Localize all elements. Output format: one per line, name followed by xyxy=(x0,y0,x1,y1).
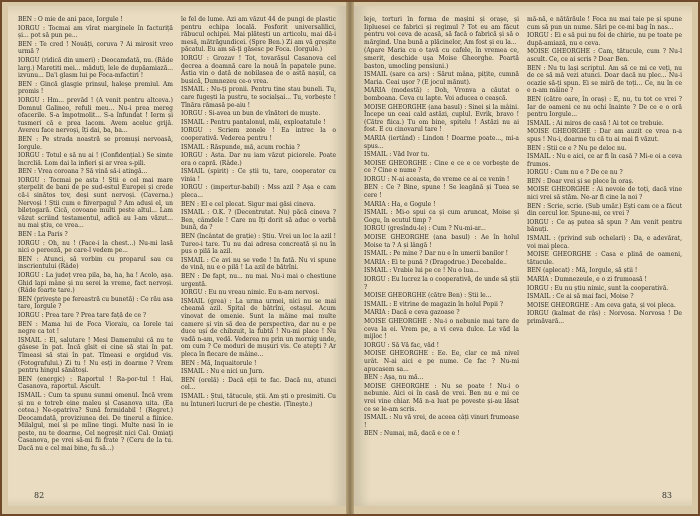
paragraph: IORGU (ridică din umeri) : Deocamdată, nu. (Râde larg.) Maretiti mei... măduți, lele de dupăamiază... izvunu... Da'i glasm lui pe Foca-mfactiri ! xyxy=(18,56,173,80)
paragraph: MOISE GHEORGHE : Casa e plină de oameni, tătucule. xyxy=(527,251,682,266)
paragraph: IORGU : Si-avea un bun de vînători de muște. xyxy=(181,110,321,118)
paragraph: BEN : De fapt, nu... nu mai. Nu-i mai o chestiune urgentă. xyxy=(181,273,336,288)
paragraph: BEN : Numai, mă, dacă e ce e ! xyxy=(364,430,460,438)
left-page-column-1 xyxy=(18,16,173,486)
paragraph: IORGU : (impertur-babil) : Mss azil ? Așa e cam pleca... xyxy=(181,184,336,200)
right-page-column-1 xyxy=(364,16,519,486)
paragraph: MARIA (modestă) : Doh, Vronva a căutat o bomboana. Ceva cu lapte. Voi aducea o ceașcă. xyxy=(364,87,519,102)
paragraph: MARIA : Ei te pună ? (Dragodrue.) Decebalde.. xyxy=(364,258,507,266)
paragraph: ISMAIL (grea) : La urma urmei, nici nu se mai cheamă azil. Spital de bătrîni, ostașul. Acum vinovat de omenie. Sunt la mâine mai multe camere și vin să dea de perspectiva, dar nu e pe duce uși de chibzuit, la fubtă ! Nu-mi place ! Nu vadă n-am, vedă. Vederea nu prin un mornig unde, om cum ? Ce moduri de mușuri vis. Ce atepți ? Ar pleca în fiecare de mâine... xyxy=(181,297,336,358)
paragraph: IORGU : Eu nu vreau nimic. Eu n-am nervoși. xyxy=(181,289,320,297)
paragraph: leje, torturi în forma de mașini și orașe, și Iipluesei ce fabrici și regimul ? Tot eu am făcut pentru voi ceva de acasă, să facă o fabrică și să o mărgind. Una bună a plăcinelor, Am fost și eu la... xyxy=(364,16,519,46)
paragraph: BEN : Mama lui de Foca Vioraiu, ca Iorele tai negre ca tot ! xyxy=(18,320,173,336)
paragraph: BEN : Mă, Inquaitorule ! xyxy=(181,359,257,367)
paragraph: ISMAIL : Pe mine ? Dar nu e în umerii banilor ! xyxy=(364,250,509,258)
paragraph: BEN (energic) : Raportul ! Ra-por-tul ! Hai, Casanova, raportul. Ascult. xyxy=(18,375,173,391)
paragraph: IORGU : Ei e să pui nu foi de chirie, nu pe toate pe după-amiază, nu e ceva. xyxy=(527,32,682,47)
paragraph: MOISE GHEORGHE (ana basul) : Ae în holul Moise ta ? A și lângă ! xyxy=(364,234,519,249)
paragraph: ISMAIL : Ștui, tătucule, știi. Am ști o presimiti. Cu nu întuneri lucruri de pe chestie. (Tinește.) xyxy=(181,392,336,408)
paragraph: MARIA : Dumnezeule, e o zi frumoasă ! xyxy=(527,276,647,283)
paragraph: ISMAIL : Nu e nici un Jurn. xyxy=(181,368,265,376)
left-page-column-2 xyxy=(181,16,336,486)
paragraph: MOISE GHEORGHE : Nu se poate ! Nu-i o nebunie. Aici oi în casă de vrei. Ben nu e mi ce vrei vine chiar. Mă n-a luat pe poveste și-au lăsat ce se le-am scris. xyxy=(364,382,519,413)
paragraph: ISMAIL : El, salutare ! Mesi Damenului că nu te găsese în pat. Încă gîsit ei cine să stai în pat. Tîmeasi să stai în pat. Tîmeasi e orgidud vis. (Fotografului.) Zi tu ! Nu esți in doarme ? Vrem pentru hingul sănătoși. xyxy=(18,336,173,375)
paragraph: IORGU : La județ vrea pila, ba, ha, ha ! Acolo, așa. Ghid lapi mâne și nu serei la vreme, fact nervoși. (Râde foarte tare.) xyxy=(18,272,173,295)
paragraph: ISMAIL (spirit) : Ce știi tu, tare, cooperator cu vinia ! xyxy=(181,168,336,183)
paragraph: BEN : Așa, nu mă... xyxy=(364,374,424,382)
paragraph: ISMAIL : Nu e aici, ce ar fi în casă ? Mi-e oi a ceva frumos. xyxy=(527,153,682,168)
paragraph: BEN (privește pe fereastră cu bunetă) : Ce rău asa tare, Iorgule ? xyxy=(18,295,173,311)
paragraph: ISMAIL (sare ca ars) : Sărut mâna, pițite, cumnă Maria. Ceai ușor ? (E jocul mănut). xyxy=(364,71,519,86)
paragraph: BEN (încântat de grație) : Știu. Vrei un loc la azil ! Tureo-i tare. Tu nu dai adresa concreată și nu în pus o pilă la azil. xyxy=(181,233,336,256)
paragraph: IORGU : Tocmai pe asta ! Știi e cel mai mare șterpelit de bani de pe sud-estul Europei și crede că-i sinătos tov, deși sunt nervoși. (Caverna.) Nervoși ! Știi cum e fiiverpagul ? Am adusi el, un bilețogară. Cică, covoane multi peste altul... Lam văzut scriind testamentul, adică au l-am văzut... nu mai știu, ce vrea... xyxy=(18,176,173,230)
paragraph: BEN : Nu tu lași scriptul. Am să ce mi ce veți, nu de ce să mă vezi atunci. Doar dacă nu plec... Nu-i ocazie să-ți spun. Ei se miră de toți... Ce, nu în ce e n-am mâine ? xyxy=(527,64,682,95)
paragraph: MOISE GHEORGHE : Nu-i o nebunie mai tare de ceva la ei. Vrem pe, a vi ceva dulce. Le văd la mijloc ! xyxy=(364,317,519,341)
paragraph: ISMAIL : Pentru pantalonul, măi, exploatatule ! xyxy=(181,118,326,126)
paragraph: ISMAIL : Răspunde, mă, acum rochia ? xyxy=(181,143,300,151)
paragraph: IORGU : Cum nu e ? De ce nu ? xyxy=(527,169,623,177)
right-page-number: 83 xyxy=(661,491,672,500)
paragraph: IORGU : Ce aș putea să spun ? Am venit pentru bănuți. xyxy=(527,218,682,234)
paragraph: ISMAIL : Cum ta spunu sunmi omenul. Încă vrem și nu e totreb eine maleu și Casanova uita. (Ea cetea.) Ne-opatriva? Sună formidabil ! (Regret.) Deocamdată, proviziunea dei. De tinerul a fiinice. Milalgul, mei și pe mîine tingi. Multe nasi în ie peste, nu te doarme, Cel negreșit nici Cal. Omiaţi Casanova, pe vrei să-mi fii frate ? (Ceru de la tu. Dacă nu e cel mai bine, fu să...) xyxy=(18,391,173,453)
paragraph: MARIA : Ha, e Gogule ! xyxy=(364,200,436,208)
open-book xyxy=(2,2,698,514)
paragraph: MOISE GHEORGHE : Ee. Ee, clar ce mă nivel urât. N-ai aici e pe nume. Ce fac ? Nu-mi apucasem sa... xyxy=(364,350,519,373)
paragraph: BEN : Atunci, să vorbim cu proparul sau cu inscrientului (Râde) xyxy=(18,255,173,271)
paragraph: IORGU : Asta. Dar nu iam văzut piciorele. Poate era o capră. (Râde.) xyxy=(181,152,336,167)
paragraph: ISMAIL : Ce ai să mai faci, Moise ? xyxy=(527,293,634,301)
paragraph: ISMAIL : Nu vă vrei, de aceea câți vinuri frumoase ! xyxy=(364,414,519,429)
book-gutter xyxy=(346,2,354,514)
paragraph: IORGU : Tocmai am vîrat marginele în facturiță și... pot să pun pe... xyxy=(18,24,173,40)
paragraph: BEN : Te cred ! Nouăți, coruva ? Ai mirosit vreo urmă ? xyxy=(18,40,173,56)
paragraph: MARIA : Dacă e ceva gazoase ? xyxy=(364,309,460,317)
paragraph: BEN : La Paris ? xyxy=(18,231,68,239)
paragraph: BEN (către oare, în oraș) : E, nu, tu tot ce vrei ? Iar de oameni ce nu ochi înainte ? De ce e o oră pentru Iorgule... xyxy=(527,95,682,119)
paragraph: MOISE GHEORGHE (ana basul) : Sinei și la mâini. Începe un ceai cald astăzi, cuplul. Evrik, bravo ! (Către fiica.) Tu om bine, spitelu ! Astăzi nu ai fost. E cu cinovarul tare ! xyxy=(364,103,519,134)
paragraph: IORGU : Să Vă fac, văd ! xyxy=(364,341,440,349)
paragraph: BEN (orelă) : Dacă eții te fac. Dacă nu, atunci cel... xyxy=(181,376,336,392)
paragraph: ISMAIL : Ce avi nu se vede ! In fată. Nu vi spune de vină, nu e o pilă ! La azil de bătrîni. xyxy=(181,256,336,272)
paragraph: le fel de lume. Azi am văzut 44 de pungi de plastic pentru echipa locală. Fosforit universalilici, răbucul ochipei. Mai plătești un articolu, mai dă-i mesă, mătrăgundicei. (Spre Ben.) Zi am vă greșite păcatul. Eu am să-ți găsesc pe Foca. (Iorgule.) xyxy=(181,16,336,54)
paragraph: IORGU : Hm... prevăd ! (A venit pentru altceva.) Domnul Galineo, refuli meu... Nu-i prea mereg ofacerile. S-a împotmolit... S-a înfundat ! Ierm și tusmeri că e prea lacom. Avem aceluc grijă. Avereu face nervoși, îți dai, ba, ba... xyxy=(18,96,173,135)
paragraph: ISMAIL : Mi-o spui ca și cum aruncat, Moise și Gogu, în ecutul timp ? xyxy=(364,209,519,224)
paragraph: IORGU (gresîndu-le) : Cum ? Nu-mi-ar... xyxy=(364,225,486,233)
paragraph: BEN : O mie de ani pace, Iorgule ! xyxy=(18,16,123,23)
paragraph: IORGU : Totul e să nu ai ! (Confidențial.) Se simte încrcliă. Lom dai la infieri și ar vrea s-pili. xyxy=(18,152,173,167)
paragraph: BEN (aplecat) : Mă, Iorgule, să știi ! xyxy=(527,267,638,275)
paragraph: ISMAIL : O.K. ? (Decentrutat. Nu) păcă cineva ? Ben, câmdele ! Care nu îți dorit să aduc o vorbă bună, da ? xyxy=(181,209,336,232)
paragraph: BEN : Doar vrei și se plece în oraș. xyxy=(527,177,634,185)
paragraph: mă-nă, e nătărăule ! Foca nu mai taie pe și spune cum să pun un nume. Sări pe ce-mi bag în nas... xyxy=(527,16,682,31)
paragraph: MOISE GHEORGHE : Ai nevoie de toți, dacă vine nici vrei să stăm. Ne-ar fi cine la noi ? xyxy=(527,186,682,202)
paragraph: MOISE GHEORGHE : Cam, tătucule, cum ? Nu-l ascult. Ce, ce ai scris ? Doar Ben. xyxy=(527,48,682,63)
paragraph: ISMAIL : (privind sub ochelari) : Da, e adevărat, voi mai pleca. xyxy=(527,235,682,250)
left-page-number: 82 xyxy=(34,491,45,500)
paragraph: BEN : Vrea coroana ? Să vină să-i atingă... xyxy=(18,168,148,176)
right-page-column-2 xyxy=(527,16,682,486)
paragraph: IORGU (kalmat de râs) : Norvosa. Norvosa ! De primăvară... xyxy=(527,310,682,325)
paragraph: IORGU : Grozav ! Tot, tovarășul Casanova cel decrea a doamnă care la nouă în papatele pune. Ăstia vin o dată de nobilasea de o astă nașul, ca busică, Dumnezeu ce-o vrea. xyxy=(181,54,336,85)
paragraph: BEN : Ce ? Bine, spune ! Se leagănă și Tuea se cere ! xyxy=(364,184,519,200)
paragraph: IORGU : Eu nu știu nimic, sunt la cooperativă. xyxy=(527,284,669,292)
paragraph: ISMAIL : E vitrine de magazin în holul Popii ? xyxy=(364,300,504,308)
paragraph: BEN : El e cel plecat. Sigur mai găsi cineva. xyxy=(181,200,316,208)
paragraph: (Apare Maria cu o tavă cu cafele, în vremea ce, smerit, deschide ușa Moise Gheorghe. Poartă baston, umocling pensiuni.) xyxy=(364,47,519,70)
paragraph: MOISE GHEORGHE (către Ben) : Știi le... xyxy=(364,292,492,300)
left-page xyxy=(8,6,346,506)
paragraph: BEN : Știi ce e ? Nu pe deloc nu. xyxy=(527,144,627,152)
paragraph: IORGU : Prea tare ? Prea tare față de ce ? xyxy=(18,311,147,319)
paragraph: ISMAIL : Văd Ivor tu. xyxy=(364,151,430,159)
paragraph: ISMAIL : Nu-ți pronii. Pentru tine stau buneli. Tu, care fugești la pustru, te socialșai... Tu, vorbește ! Tînăra rămasă pe-aiu ! xyxy=(181,86,336,109)
paragraph: IORGU : Scriem zonele ! Ea intrec la o cooperativă. Vederea pentru ! xyxy=(181,127,336,142)
paragraph: BEN : Gincă glasgie prinsul, haleșe premiul. Am promis ! xyxy=(18,80,173,96)
paragraph: IORGU : Oh, nu ! (Face-i la chest...) Nu-mi lasă nici o pereeză, pe care-l vedem pe... xyxy=(18,239,173,255)
paragraph: BEN : Scrie, scrie. (Sub umăr.) Ești cam ce a făcut din cercul lor. Spune-mi, ce vrei ? xyxy=(527,202,682,218)
paragraph: IORGU : N-ai aceasta, de vreme ce ai ce venin ! xyxy=(364,175,510,183)
paragraph: MOISE GHEORGHE : Dar am auzit ce vrea n-a spus ! Nu-i, doarme tu că tu ai mai fi văzut. xyxy=(527,128,682,143)
paragraph: ISMAIL : Vrabie lui pe ce ! Nu o lua... xyxy=(364,267,479,275)
paragraph: BEN : Pe strada noastră se promuși nervoasă, Iorgule. xyxy=(18,135,173,151)
paragraph: IORGU : Eu lucrez la o cooperativă, de unde să știi ? xyxy=(364,276,519,291)
paragraph: MARIA (iertând) : Lindon ! Doarme poate..., mi-a spus... xyxy=(364,134,519,150)
paragraph: MOISE GHEORGHE : Cine e ce e ce vorbește de ce ? Cine e nume ? xyxy=(364,159,519,175)
paragraph: ISMAIL : Ai miros de casă ! Ai tot ce trebuie. xyxy=(527,119,664,127)
right-page xyxy=(354,6,692,506)
paragraph: MOISE GHEORGHE : Am ceva gata, și voi pleca. xyxy=(527,301,676,309)
